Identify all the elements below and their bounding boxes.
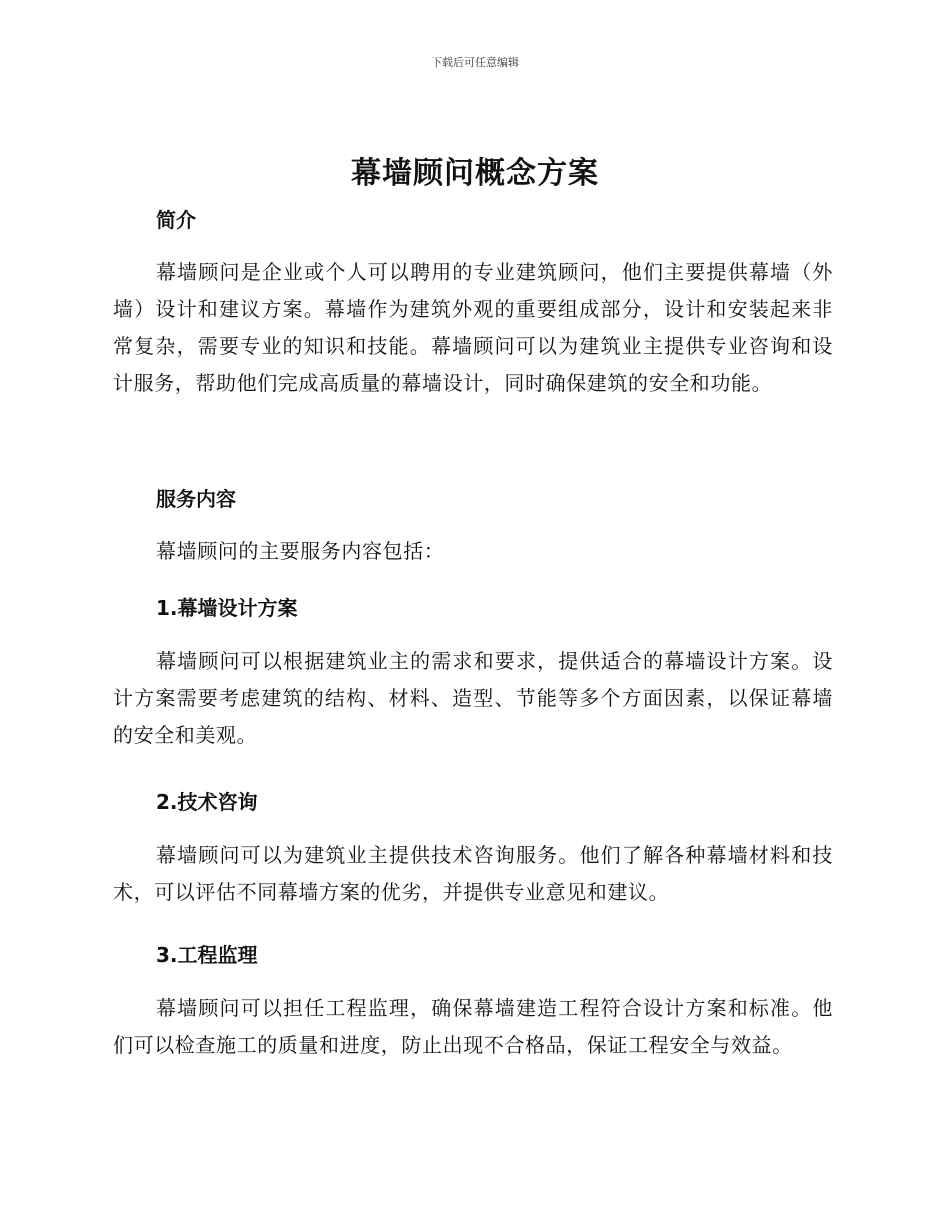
section-body-supervision: 幕墙顾问可以担任工程监理，确保幕墙建造工程符合设计方案和标准。他们可以检查施工的质量和进度，防止出现不合格品，保证工程安全与效益。 xyxy=(113,996,833,1057)
section-heading-tech-consulting: 2.技术咨询 xyxy=(156,790,258,814)
section-body-design-plan: 幕墙顾问可以根据建筑业主的需求和要求，提供适合的幕墙设计方案。设计方案需要考虑建筑的结构、材料、造型、节能等多个方面因素，以保证幕墙的安全和美观。 xyxy=(113,649,833,747)
section-heading-supervision: 3.工程监理 xyxy=(156,943,258,967)
section-body-tech-consulting: 幕墙顾问可以为建筑业主提供技术咨询服务。他们了解各种幕墙材料和技术，可以评估不同幕墙方案的优劣，并提供专业意见和建议。 xyxy=(113,843,833,904)
section-heading-intro: 简介 xyxy=(156,208,196,232)
section-body-services: 幕墙顾问的主要服务内容包括： xyxy=(156,539,445,563)
section-heading-services: 服务内容 xyxy=(156,487,236,511)
section-body-intro: 幕墙顾问是企业或个人可以聘用的专业建筑顾问，他们主要提供幕墙（外墙）设计和建议方案。幕墙作为建筑外观的重要组成部分，设计和安装起来非常复杂，需要专业的知识和技能。幕墙顾问可以为建筑业主提供专业咨询和设计服务，帮助他们完成高质量的幕墙设计，同时确保建筑的安全和功能。 xyxy=(113,260,833,395)
document-title: 幕墙顾问概念方案 xyxy=(351,156,599,191)
page-header-note: 下载后可任意编辑 xyxy=(431,56,519,69)
section-heading-design-plan: 1.幕墙设计方案 xyxy=(156,596,298,620)
